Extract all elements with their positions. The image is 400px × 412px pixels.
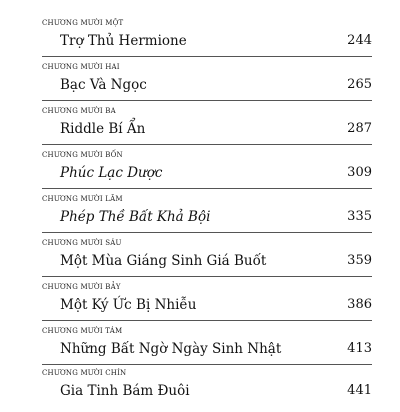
chapter-title: Bạc Và Ngọc — [60, 77, 147, 93]
divider-line — [42, 56, 372, 57]
toc-row — [60, 75, 372, 95]
chapter-title: Phúc Lạc Dược — [60, 165, 163, 181]
toc-row — [60, 251, 372, 271]
page-number: 309 — [347, 165, 372, 180]
toc-entry-16 — [0, 238, 400, 282]
page-number: 287 — [347, 121, 372, 136]
page-number: 244 — [347, 33, 372, 48]
toc-row — [60, 207, 372, 227]
page-number: 265 — [347, 77, 372, 92]
divider-line — [42, 320, 372, 321]
toc-entry-18 — [0, 326, 400, 370]
chapter-label: CHƯƠNG MƯỜI BẢY — [42, 283, 121, 291]
chapter-title: Riddle Bí Ẩn — [60, 121, 146, 137]
chapter-label: CHƯƠNG MƯỜI MỘT — [42, 19, 124, 27]
toc-row — [60, 163, 372, 183]
toc-entry-19 — [0, 368, 400, 412]
chapter-label: CHƯƠNG MƯỜI CHÍN — [42, 369, 127, 377]
divider-line — [42, 364, 372, 365]
chapter-title: Một Ký Ức Bị Nhiễu — [60, 297, 197, 313]
chapter-label: CHƯƠNG MƯỜI HAI — [42, 63, 120, 71]
toc-entry-14 — [0, 150, 400, 194]
page-number: 413 — [347, 341, 372, 356]
toc-row — [60, 381, 372, 401]
chapter-title: Trợ Thủ Hermione — [60, 33, 187, 49]
page-number: 359 — [347, 253, 372, 268]
chapter-title: Những Bất Ngờ Ngày Sinh Nhật — [60, 341, 282, 357]
divider-line — [42, 188, 372, 189]
toc-row — [60, 339, 372, 359]
page-number: 335 — [347, 209, 372, 224]
page-number: 386 — [347, 297, 372, 312]
toc-entry-17 — [0, 282, 400, 326]
divider-line — [42, 232, 372, 233]
toc-entry-13 — [0, 106, 400, 150]
chapter-label: CHƯƠNG MƯỜI TÁM — [42, 327, 123, 335]
chapter-title: Một Mùa Giáng Sinh Giá Buốt — [60, 253, 267, 269]
divider-line — [42, 144, 372, 145]
divider-line — [42, 100, 372, 101]
chapter-label: CHƯƠNG MƯỜI BA — [42, 107, 116, 115]
toc-entry-12 — [0, 62, 400, 106]
page-number: 441 — [347, 383, 372, 398]
chapter-label: CHƯƠNG MƯỜI SÁU — [42, 239, 122, 247]
divider-line — [42, 276, 372, 277]
toc-row — [60, 295, 372, 315]
chapter-title: Phép Thề Bất Khả Bội — [60, 209, 211, 225]
chapter-label: CHƯƠNG MƯỜI LĂM — [42, 195, 123, 203]
chapter-label: CHƯƠNG MƯỜI BỐN — [42, 151, 123, 159]
toc-entry-11 — [0, 18, 400, 62]
toc-row — [60, 119, 372, 139]
toc-entry-15 — [0, 194, 400, 238]
chapter-title: Gia Tinh Bám Đuôi — [60, 383, 190, 399]
toc-row — [60, 31, 372, 51]
